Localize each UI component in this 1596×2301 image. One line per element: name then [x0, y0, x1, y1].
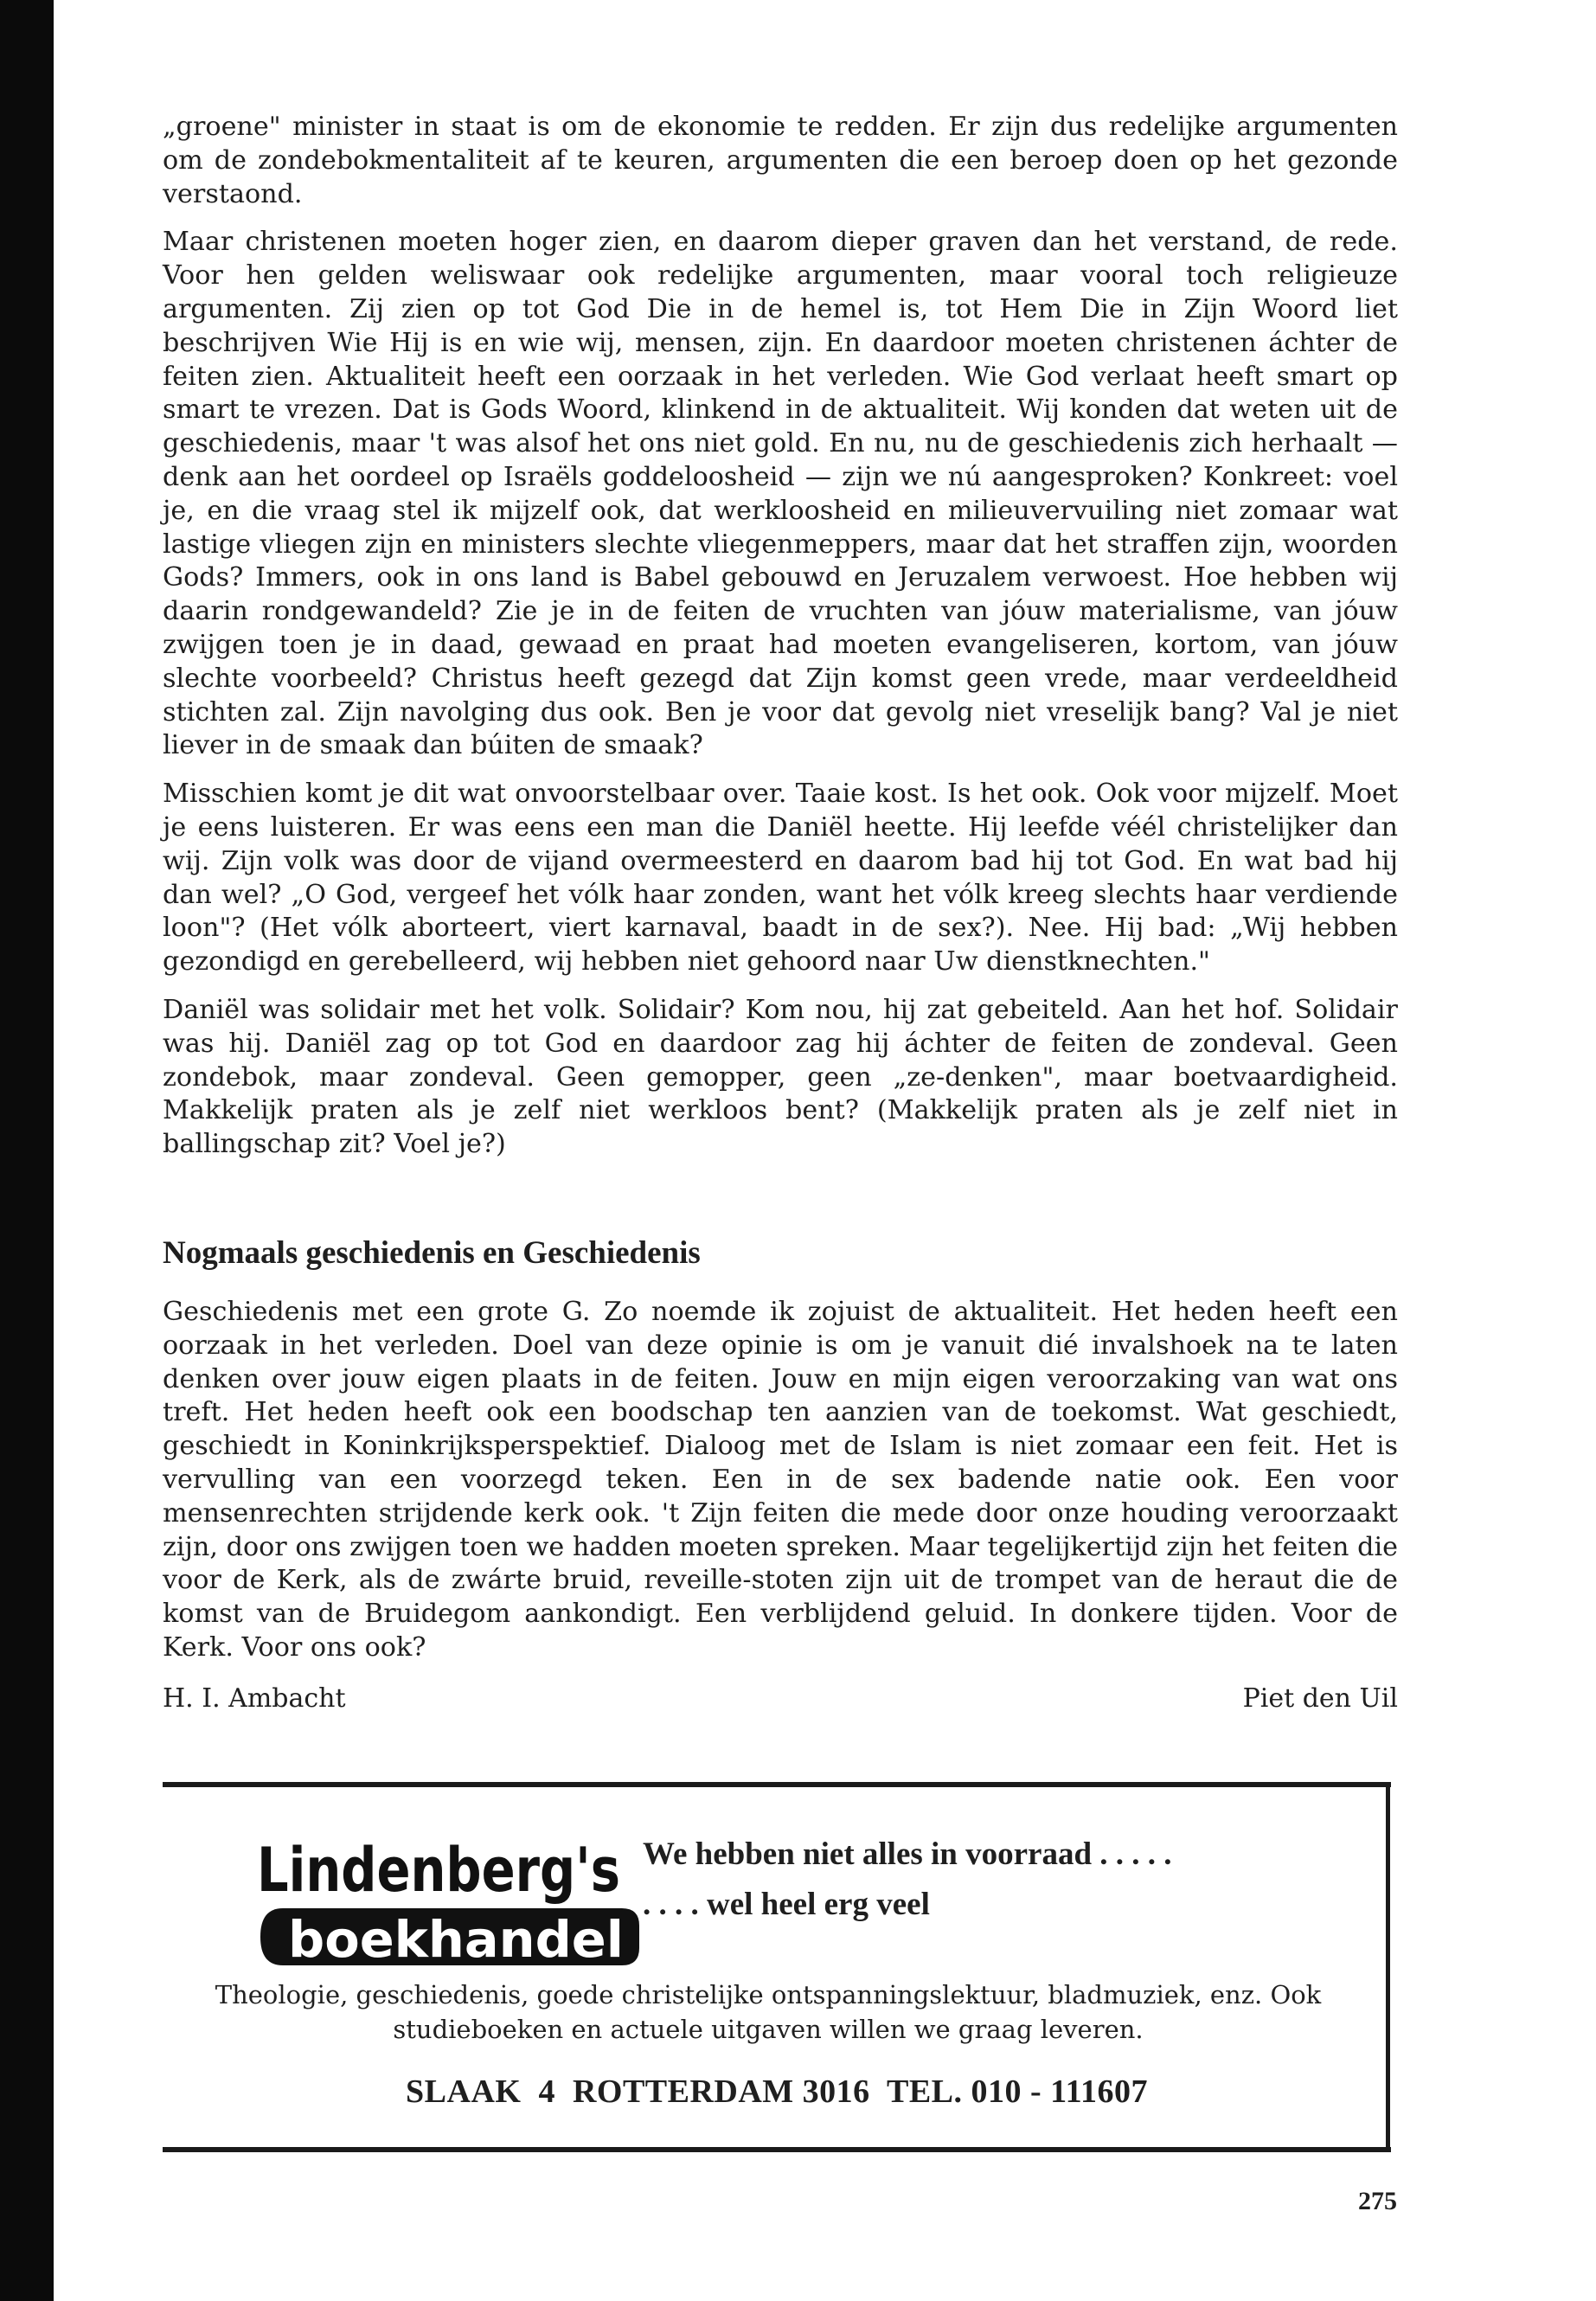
- advertisement: [163, 1782, 1391, 2156]
- ad-slogan-2: . . . . wel heel erg veel: [643, 1887, 930, 1922]
- ad-top-rule: [163, 1782, 1391, 1787]
- section-body: [163, 1296, 1398, 1680]
- paragraph-4: Daniël was solidair met het volk. Solidair? Kom nou, hij zat gebeiteld. Aan het hof. Solidair was hij. Daniël zag op tot God en daardoor zag hij áchter de feiten de zondeval. Geen zondebok, maar zondeval. Geen gemopper, geen „ze-denken", maar boetvaardigheid. Makkelijk praten als je zelf niet werkloos bent? (Makkelijk praten als je zelf niet in ballingschap zit? Voel je?): [163, 994, 1398, 1160]
- paragraph-2: Maar christenen moeten hoger zien, en daarom dieper graven dan het verstand, de rede. Voor hen gelden weliswaar ook redelijke argumenten, maar vooral toch religieuze argumenten. Zij zien op tot God Die in de hemel is, tot Hem Die in Zijn Woord liet beschrijven Wie Hij is en wie wij, mensen, zijn. En daardoor moeten christenen áchter de feiten zien. Aktualiteit heeft een oorzaak in het verleden. Wie God verlaat heeft smart op smart te vrezen. Dat is Gods Woord, klinkend in de aktualiteit. Wij konden dat weten uit de geschiedenis, maar 't was alsof het ons niet gold. En nu, nu de geschiedenis zich herhaalt — denk aan het oordeel op Israëls goddeloosheid — zijn we nú aangesproken? Konkreet: voel je, en die vraag stel ik mijzelf ook, dat werkloosheid en milieuvervuiling niet zomaar wat lastige vliegen zijn en ministers slechte vliegenmeppers, maar dat het straffen zijn, woorden Gods? Immers, ook in ons land is Babel gebouwd en Jeruzalem verwoest. Hoe hebben wij daarin rondgewandeld? Zie je in de feiten de vruchten van jóuw materialisme, van jóuw zwijgen toen je in daad, gewaad en praat had moeten evangeliseren, kortom, van jóuw slechte voorbeeld? Christus heeft gezegd dat Zijn komst geen vrede, maar verdeeldheid stichten zal. Zijn navolging dus ook. Ben je voor dat gevolg niet vreselijk bang? Val je niet liever in de smaak dan búiten de smaak?: [163, 227, 1398, 761]
- paragraph-1: „groene" minister in staat is om de ekonomie te redden. Er zijn dus redelijke argumenten om de zondebokmentaliteit af te keuren, argumenten die een beroep doen op het gezonde verstaond.: [163, 112, 1398, 209]
- ad-address: SLAAK 4 ROTTERDAM 3016 TEL. 010 - 111607: [406, 2073, 1148, 2110]
- logo-line-1: Lindenberg's: [257, 1836, 620, 1906]
- bookstore-logo: [253, 1836, 703, 1972]
- article-body: [163, 111, 1398, 1176]
- paragraph-3: Misschien komt je dit wat onvoorstelbaar over. Taaie kost. Is het ook. Ook voor mijzelf. Moet je eens luisteren. Er was eens een man die Daniël heette. Hij leefde véél christelijker dan wij. Zijn volk was door de vijand overmeesterd en daarom bad hij tot God. En wat bad hij dan wel? „O God, vergeef het vólk haar zonden, want het vólk kreeg slechts haar verdiende loon"? (Het vólk aborteert, viert karnaval, baadt in de sex?). Nee. Hij bad: „Wij hebben gezondigd en gerebelleerd, wij hebben niet gehoord naar Uw dienstknechten.": [163, 779, 1398, 977]
- section-heading: Nogmaals geschiedenis en Geschiedenis: [163, 1235, 701, 1271]
- section-paragraph-1: Geschiedenis met een grote G. Zo noemde ik zojuist de aktualiteit. Het heden heeft een oorzaak in het verleden. Doel van deze opinie is om je vanuit dié invalshoek na te laten denken over jouw eigen plaats in de feiten. Jouw en mijn eigen veroorzaking van wat ons treft. Het heden heeft ook een boodschap ten aanzien van de toekomst. Wat geschiedt, geschiedt in Koninkrijksperspektief. Dialoog met de Islam is niet zomaar een feit. Het is vervulling van een voorzegd teken. Een in de sex badende natie ook. Een voor mensenrechten strijdende kerk ook. 't Zijn feiten die mede door onze houding veroorzaakt zijn, door ons zwijgen toen we hadden moeten spreken. Maar tegelijkertijd zijn het feiten die voor de Kerk, als de zwárte bruid, reveille-stoten zijn uit de trompet van de heraut die de komst van de Bruidegom aankondigt. Een verblijdend geluid. In donkere tijden. Voor de Kerk. Voor ons ook?: [163, 1297, 1398, 1663]
- signature-place: H. I. Ambacht: [163, 1683, 346, 1714]
- signature-row: [163, 1683, 1398, 1718]
- ad-slogan-1: We hebben niet alles in voorraad . . . . .: [643, 1836, 1172, 1872]
- ad-description: Theologie, geschiedenis, goede christelijke ontspanningslektuur, bladmuziek, enz. Ook studieboeken en actuele uitgaven willen we graag leveren.: [215, 1980, 1322, 2044]
- logo-line-2: boekhandel: [288, 1910, 624, 1969]
- page-edge-shadow: [0, 0, 54, 2301]
- page-number: 275: [1358, 2187, 1397, 2215]
- ad-bottom-rule: [163, 2147, 1391, 2152]
- signature-author: Piet den Uil: [1242, 1683, 1398, 1714]
